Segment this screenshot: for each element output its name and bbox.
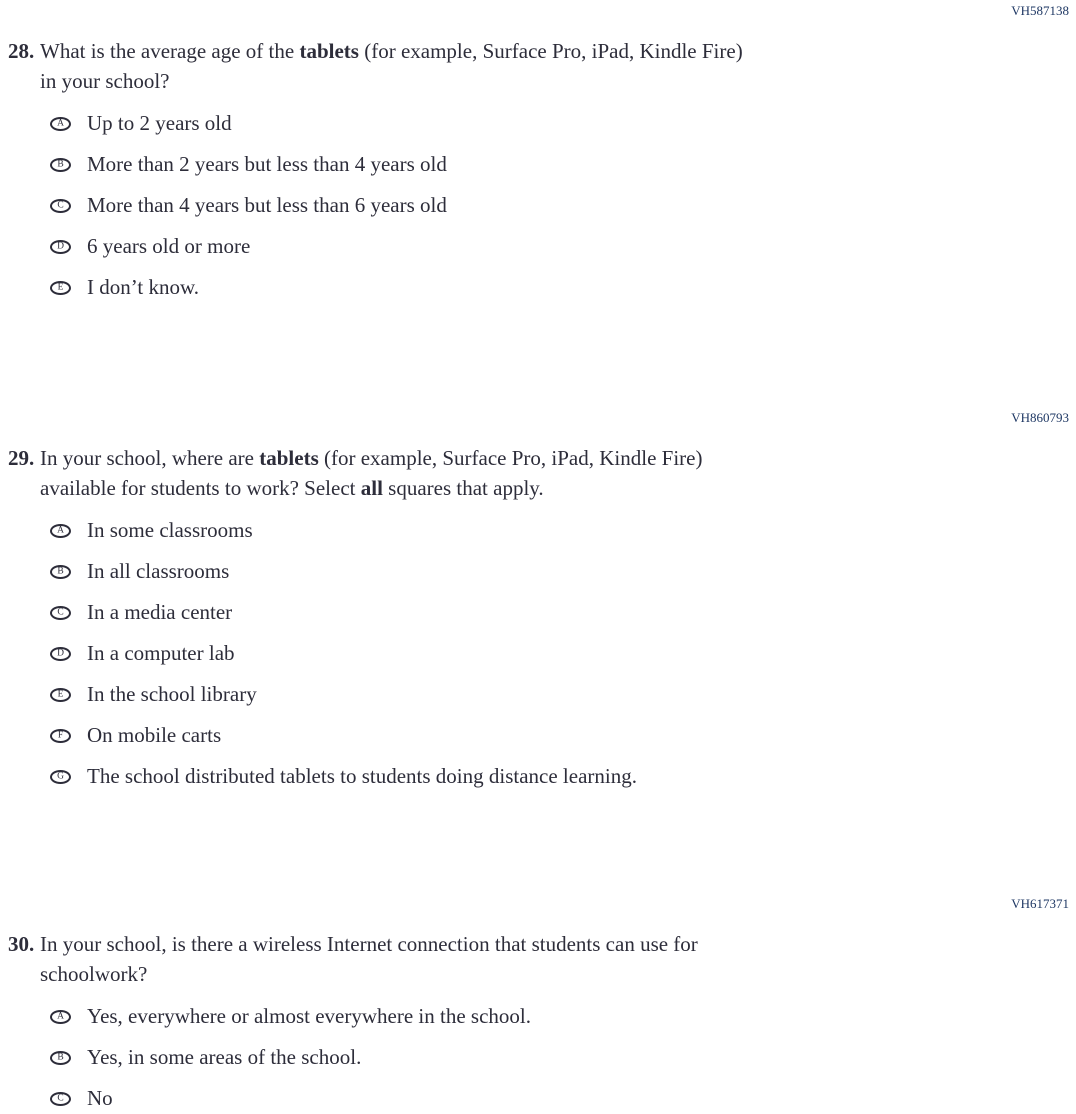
option-letter: D — [57, 648, 64, 659]
answer-option — [50, 1006, 1076, 1027]
option-letter: C — [57, 607, 64, 618]
question-code: VH617371 — [1011, 896, 1069, 911]
option-label: In a computer lab — [87, 641, 235, 665]
option-letter: B — [57, 566, 64, 577]
answer-bubble-a[interactable] — [50, 117, 71, 131]
answer-option — [50, 684, 1076, 705]
question-block-28 — [0, 0, 1076, 318]
option-label: Up to 2 years old — [87, 111, 232, 135]
answer-option — [50, 520, 1076, 541]
option-label: On mobile carts — [87, 723, 222, 747]
option-label: Yes, everywhere or almost everywhere in the school. — [87, 1004, 531, 1028]
options-list — [0, 113, 1076, 298]
answer-bubble-c[interactable] — [50, 1092, 71, 1106]
answer-option — [50, 725, 1076, 746]
answer-bubble-f[interactable] — [50, 729, 71, 743]
option-label: No — [87, 1086, 113, 1110]
answer-bubble-b[interactable] — [50, 565, 71, 579]
option-label: More than 4 years but less than 6 years old — [87, 193, 447, 217]
option-label: In the school library — [87, 682, 257, 706]
answer-bubble-a[interactable] — [50, 524, 71, 538]
option-letter: C — [57, 200, 64, 211]
question-prompt: What is the average age of the tablets (for example, Surface Pro, iPad, Kindle Fire) in your school? — [40, 39, 743, 93]
answer-option — [50, 1088, 1076, 1109]
option-label: 6 years old or more — [87, 234, 251, 258]
option-letter: A — [57, 118, 64, 129]
option-letter: D — [57, 241, 64, 252]
answer-option — [50, 602, 1076, 623]
question-code: VH587138 — [1011, 3, 1069, 18]
answer-option — [50, 766, 1076, 787]
answer-option — [50, 1047, 1076, 1068]
answer-bubble-c[interactable] — [50, 606, 71, 620]
answer-bubble-g[interactable] — [50, 770, 71, 784]
answer-bubble-a[interactable] — [50, 1010, 71, 1024]
answer-bubble-d[interactable] — [50, 240, 71, 254]
answer-option — [50, 236, 1076, 257]
option-label: I don’t know. — [87, 275, 199, 299]
question-head — [0, 929, 1076, 989]
answer-bubble-d[interactable] — [50, 647, 71, 661]
answer-option — [50, 643, 1076, 664]
question-head — [0, 443, 1076, 503]
question-prompt: In your school, is there a wireless Internet connection that students can use for schoolwork? — [40, 932, 698, 986]
options-list — [0, 1006, 1076, 1109]
answer-option — [50, 277, 1076, 298]
question-block-30 — [0, 893, 1076, 1114]
options-list — [0, 520, 1076, 787]
answer-bubble-e[interactable] — [50, 281, 71, 295]
option-label: In all classrooms — [87, 559, 230, 583]
option-label: Yes, in some areas of the school. — [87, 1045, 362, 1069]
question-block-29 — [0, 407, 1076, 807]
option-letter: G — [57, 771, 64, 782]
question-number: 28. — [8, 39, 35, 63]
answer-option — [50, 561, 1076, 582]
question-number: 29. — [8, 446, 35, 470]
option-letter: B — [57, 159, 64, 170]
option-label: The school distributed tablets to students doing distance learning. — [87, 764, 637, 788]
option-letter: E — [57, 689, 64, 700]
answer-bubble-b[interactable] — [50, 158, 71, 172]
option-letter: F — [57, 730, 64, 741]
option-label: In a media center — [87, 600, 233, 624]
answer-bubble-c[interactable] — [50, 199, 71, 213]
option-letter: A — [57, 525, 64, 536]
question-number: 30. — [8, 932, 35, 956]
answer-option — [50, 154, 1076, 175]
option-letter: A — [57, 1011, 64, 1022]
option-letter: C — [57, 1093, 64, 1104]
option-label: More than 2 years but less than 4 years old — [87, 152, 447, 176]
question-code: VH860793 — [1011, 410, 1069, 425]
option-label: In some classrooms — [87, 518, 253, 542]
question-prompt: In your school, where are tablets (for example, Surface Pro, iPad, Kindle Fire) available for students to work? Select all squares that apply. — [40, 446, 703, 500]
answer-option — [50, 195, 1076, 216]
option-letter: B — [57, 1052, 64, 1063]
question-head — [0, 36, 1076, 96]
answer-bubble-e[interactable] — [50, 688, 71, 702]
answer-option — [50, 113, 1076, 134]
option-letter: E — [57, 282, 64, 293]
answer-bubble-b[interactable] — [50, 1051, 71, 1065]
